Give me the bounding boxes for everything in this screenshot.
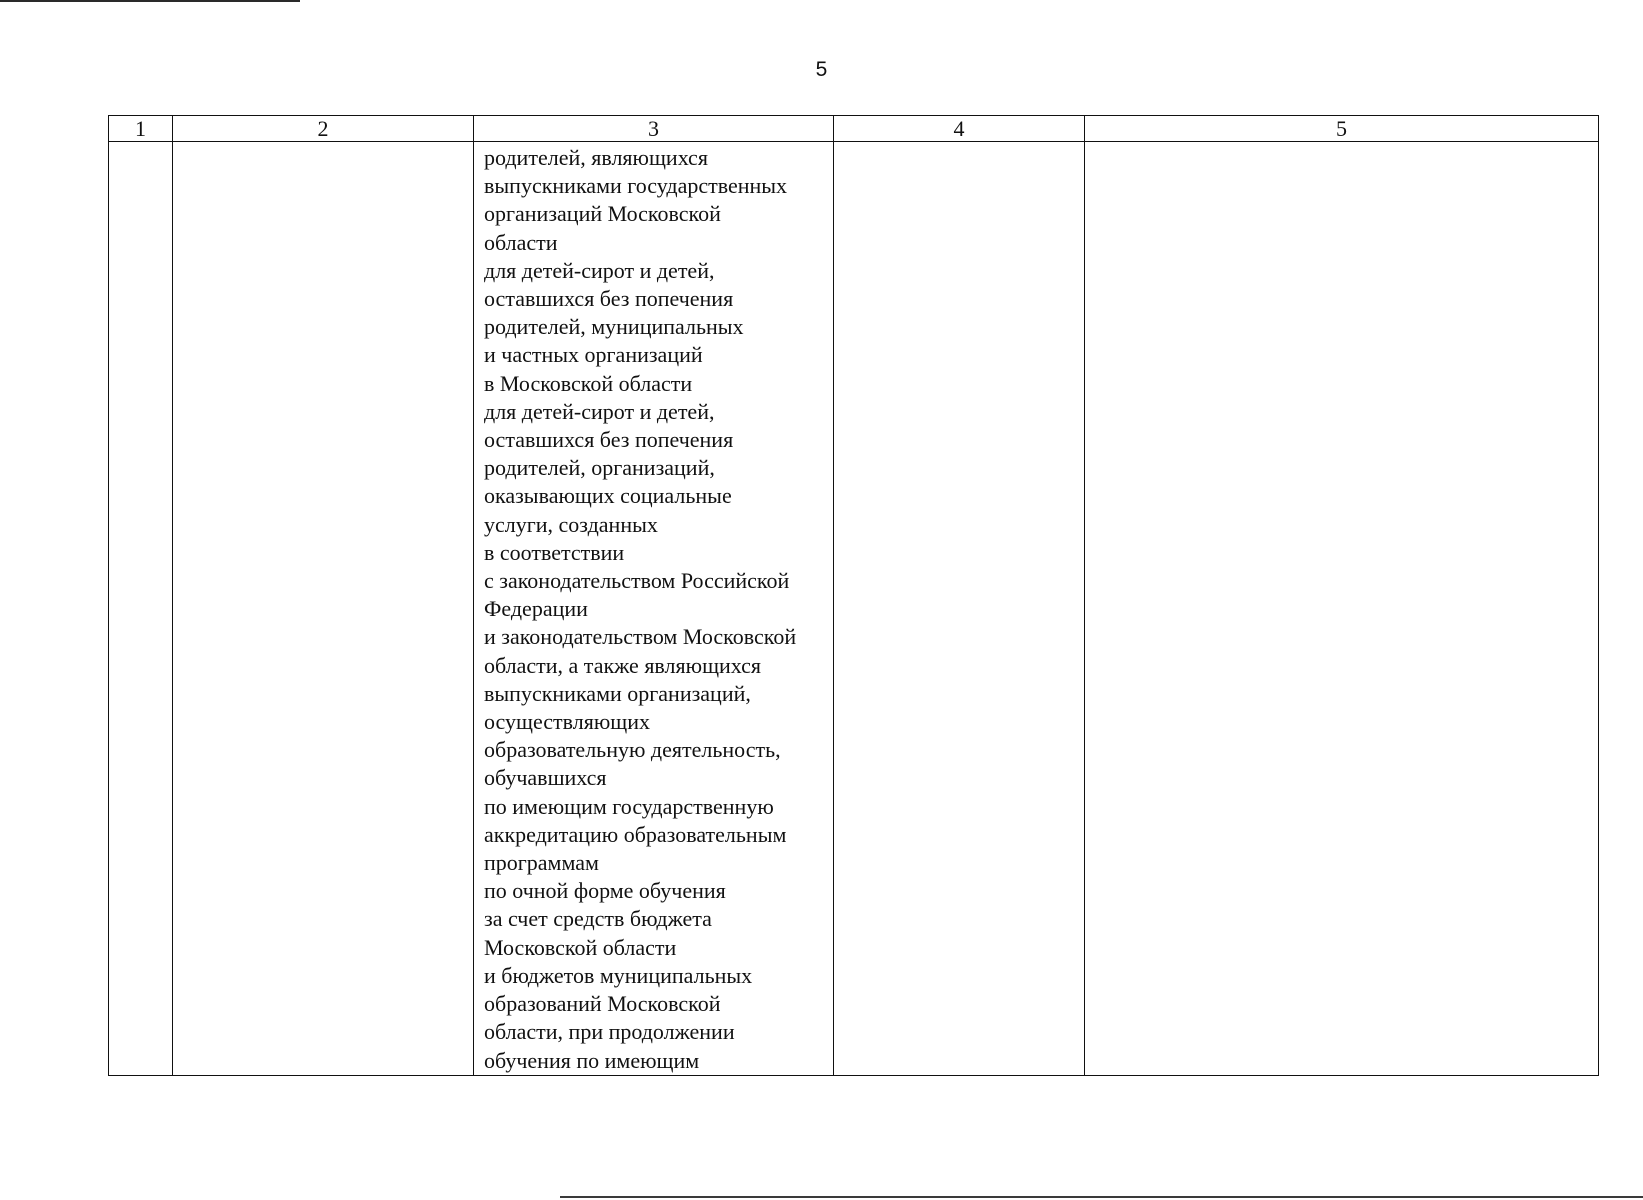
cell-text-line: оказывающих социальные — [484, 483, 732, 509]
cell-text-line: образовательную деятельность, — [484, 737, 781, 763]
cell-text-line: программам — [484, 850, 599, 876]
cell-text-line: оставшихся без попечения — [484, 427, 734, 453]
cell-col-3 — [474, 142, 834, 1076]
cell-text-line: для детей-сирот и детей, — [484, 398, 715, 424]
cell-text-line: в соответствии — [484, 539, 625, 565]
cell-text-line: с законодательством Российской — [484, 568, 790, 594]
column-header-4: 4 — [834, 116, 1085, 142]
cell-text-line: Федерации — [484, 596, 588, 622]
cell-text-line: родителей, муниципальных — [484, 314, 744, 340]
cell-text-line: организаций Московской — [484, 201, 721, 227]
column-header-2: 2 — [173, 116, 474, 142]
cell-text-line: в Московской области — [484, 370, 693, 396]
cell-text-line: по имеющим государственную — [484, 793, 774, 819]
cell-text-line: выпускниками организаций, — [484, 680, 751, 706]
table-row — [109, 142, 1599, 1076]
cell-text-line: аккредитацию образовательным — [484, 821, 787, 847]
cell-text-line: и бюджетов муниципальных — [484, 962, 753, 988]
cell-text-line: образований Московской — [484, 991, 721, 1017]
column-header-5: 5 — [1085, 116, 1599, 142]
page-number: 5 — [815, 58, 828, 81]
cell-text-line: для детей-сирот и детей, — [484, 257, 715, 283]
cell-text-line: обучения по имеющим — [484, 1047, 700, 1073]
cell-text-line: обучавшихся — [484, 765, 607, 791]
cell-col-2 — [173, 142, 474, 1076]
cell-text-line: оставшихся без попечения — [484, 286, 734, 312]
column-header-1: 1 — [109, 116, 173, 142]
cell-text-line: области — [484, 229, 558, 255]
cell-col-1 — [109, 142, 173, 1076]
column-header-3: 3 — [474, 116, 834, 142]
cell-text-line: и частных организаций — [484, 342, 703, 368]
document-table — [108, 115, 1599, 1076]
cell-col-3-text — [474, 142, 833, 1075]
cell-text-line: осуществляющих — [484, 709, 650, 735]
cell-text-line: родителей, организаций, — [484, 455, 715, 481]
cell-text-line: родителей, являющихся — [484, 145, 708, 170]
cell-text-line: услуги, созданных — [484, 511, 658, 537]
cell-text-line: Московской области — [484, 934, 677, 960]
cell-text-line: за счет средств бюджета — [484, 906, 712, 932]
cell-col-4 — [834, 142, 1085, 1076]
cell-text-line: области, а также являющихся — [484, 652, 762, 678]
cell-text-line: по очной форме обучения — [484, 878, 726, 904]
cell-text-line: и законодательством Московской — [484, 624, 797, 650]
table-header-row — [109, 116, 1599, 142]
cell-text-line: области, при продолжении — [484, 1019, 735, 1045]
scan-edge-mark-top — [0, 0, 300, 2]
cell-col-5 — [1085, 142, 1599, 1076]
cell-text-line: выпускниками государственных — [484, 173, 788, 199]
scan-edge-mark-bottom — [560, 1196, 1643, 1198]
